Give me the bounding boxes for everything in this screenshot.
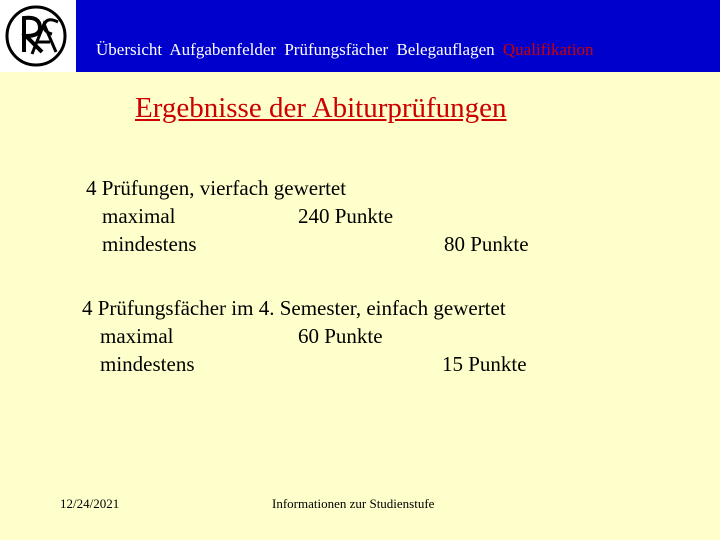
nav-item-aufgabenfelder[interactable]: Aufgabenfelder: [169, 40, 277, 59]
block2-min-value: 15 Punkte: [442, 352, 527, 376]
block2-max-label: maximal: [100, 324, 174, 348]
nav-item-pruefungsfaecher[interactable]: Prüfungsfächer: [284, 40, 389, 59]
header-bar: [76, 0, 720, 72]
block2-max-value: 60 Punkte: [298, 324, 383, 348]
block1-max-value: 240 Punkte: [298, 204, 394, 228]
nav-item-belegauflagen[interactable]: Belegauflagen: [396, 40, 495, 59]
main-navigation: [96, 40, 598, 60]
block1-heading: 4 Prüfungen, vierfach gewertet: [86, 176, 347, 200]
logo: [0, 0, 76, 72]
block2-heading: 4 Prüfungsfächer im 4. Semester, einfach gewertet: [82, 296, 506, 320]
nav-item-uebersicht[interactable]: Übersicht: [96, 40, 163, 59]
nav-item-qualifikation[interactable]: Qualifikation: [502, 40, 594, 59]
block1-min-label: mindestens: [102, 232, 197, 256]
school-logo-icon: [2, 4, 72, 68]
block1-max-label: maximal: [102, 204, 176, 228]
page-title: Ergebnisse der Abiturprüfungen: [135, 92, 507, 124]
block1-min-value: 80 Punkte: [444, 232, 529, 256]
footer-title: Informationen zur Studienstufe: [272, 496, 435, 511]
footer-date: 12/24/2021: [60, 496, 120, 511]
block2-min-label: mindestens: [100, 352, 195, 376]
